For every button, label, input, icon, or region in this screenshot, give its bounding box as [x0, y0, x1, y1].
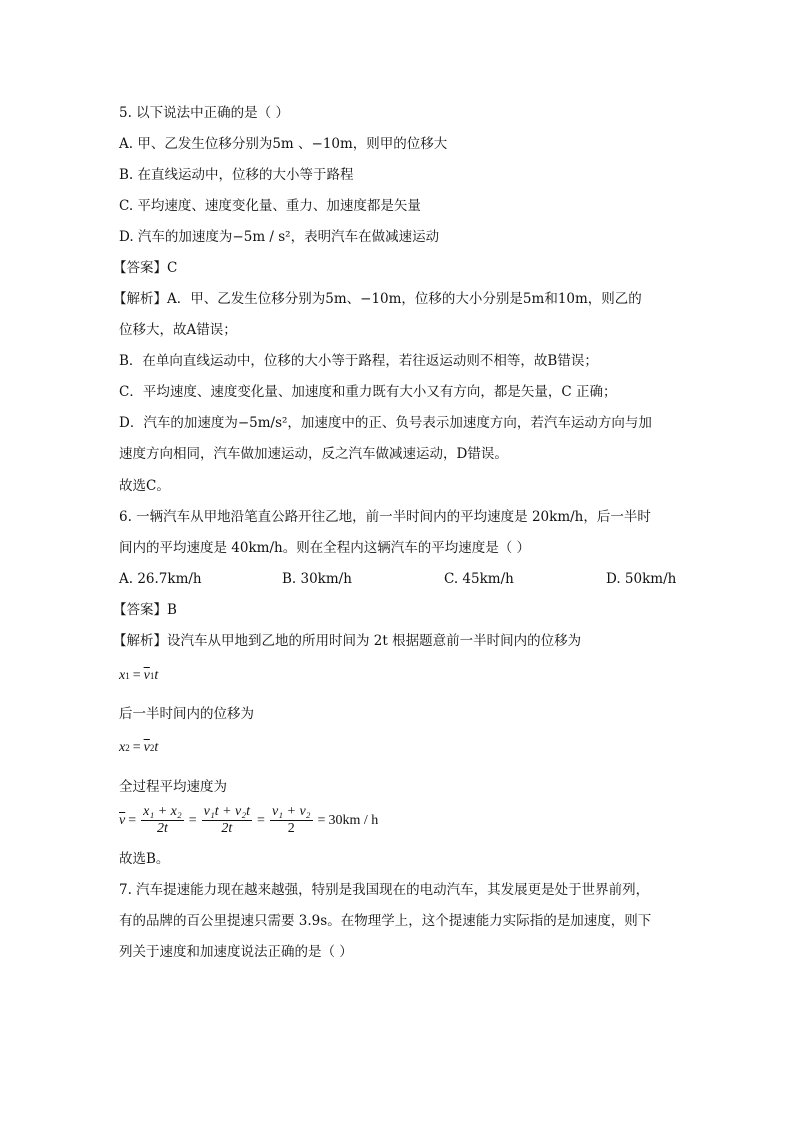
- equation-x2: x 2 = $\overline{v}$ 2 t: [119, 740, 159, 755]
- eq-var: x: [119, 740, 126, 755]
- fraction-2: [202, 804, 252, 837]
- q5-stem: 5. 以下说法中正确的是（ ）: [119, 105, 289, 121]
- equation-average-velocity: $\overline{v}$ = $\frac{\text{x₁ + x₂}}{2t}$ = $\frac{\text{v₁t + v₂t}}{2t}$ = $\frac{\text{v₁ + v₂}}{2}$ = 30km / h: [119, 804, 379, 836]
- answer-tag: 【答案】: [113, 602, 167, 618]
- q6-line-3: 全过程平均速度为: [119, 779, 227, 795]
- answer-tag: 【答案】: [113, 260, 167, 276]
- q5-option-d: D. 汽车的加速度为−5m / s²，表明汽车在做减速运动: [119, 229, 440, 245]
- q6-stem-line-2: 间内的平均速度是 40km/h。则在全程内这辆汽车的平均速度是（ ）: [119, 540, 530, 556]
- q5-analysis-line-4: C．平均速度、速度变化量、加速度和重力既有大小又有方向，都是矢量，C 正确；: [119, 384, 617, 400]
- fraction-numerator: v₁t + v₂t: [203, 804, 251, 819]
- q5-option-b: B. 在直线运动中，位移的大小等于路程: [119, 167, 354, 183]
- q7-line-1: 7. 汽车提速能力现在越来越强，特别是我国现在的电动汽车，其发展更是处于世界前列，: [119, 882, 650, 898]
- fraction-denominator: 2t: [156, 821, 168, 836]
- fraction-3: [270, 804, 313, 837]
- q5-analysis-line-6: 速度方向相同，汽车做加速运动，反之汽车做减速运动，D错误。: [119, 446, 508, 462]
- analysis-tag: 【解析】: [113, 291, 167, 307]
- eq-var: x: [119, 668, 126, 683]
- eq-var: t: [154, 740, 159, 755]
- analysis-text: 设汽车从甲地到乙地的所用时间为 2t 根据题意前一半时间内的位移为: [167, 633, 582, 649]
- eq-var-bar: $\overline{v}$: [143, 668, 150, 683]
- q7-line-2: 有的品牌的百公里提速只需要 3.9s。在物理学上，这个提速能力实际指的是加速度，则下: [119, 913, 652, 929]
- q6-option-d: D. 50km/h: [606, 571, 677, 587]
- q7-line-3: 列关于速度和加速度说法正确的是（ ）: [119, 944, 353, 960]
- analysis-tag: 【解析】: [113, 633, 167, 649]
- fraction-denominator: 2: [287, 821, 295, 836]
- q6-option-b: B. 30km/h: [282, 571, 352, 587]
- equation-x1: x 1 = $\overline{v}$ 1 t: [119, 668, 159, 683]
- q5-option-a: A. 甲、乙发生位移分别为5m 、−10m，则甲的位移大: [119, 136, 448, 152]
- q5-analysis-line-3: B．在单向直线运动中，位移的大小等于路程，若往返运动则不相等，故B错误；: [119, 353, 598, 369]
- q6-stem-line-1: 6. 一辆汽车从甲地沿笔直公路开往乙地，前一半时间内的平均速度是 20km/h，后一半时: [119, 509, 651, 525]
- q6-line-2: 后一半时间内的位移为: [119, 706, 254, 722]
- q6-option-a: A. 26.7km/h: [119, 571, 202, 587]
- q6-analysis-intro: [113, 632, 581, 650]
- eq-result: 30km / h: [328, 812, 379, 828]
- eq-sub: 2: [125, 743, 130, 753]
- q6-conclusion: 故选B。: [119, 851, 170, 867]
- eq-sub: 1: [125, 671, 130, 681]
- answer-value: C: [167, 260, 178, 276]
- q5-analysis-line-1: [113, 290, 642, 308]
- q5-conclusion: 故选C。: [119, 478, 170, 494]
- eq-sub: 1: [149, 671, 155, 681]
- analysis-text: A．甲、乙发生位移分别为5m、−10m，位移的大小分别是5m和10m，则乙的: [167, 291, 642, 307]
- q5-answer: [113, 259, 177, 277]
- q6-option-c: C. 45km/h: [444, 571, 514, 587]
- fraction-numerator: x₁ + x₂: [143, 804, 182, 819]
- q5-option-c: C. 平均速度、速度变化量、重力、加速度都是矢量: [119, 198, 421, 214]
- eq-var-bar: $\overline{v}$: [119, 812, 126, 828]
- fraction-1: [141, 804, 184, 837]
- fraction-numerator: v₁ + v₂: [271, 804, 311, 819]
- answer-value: B: [167, 602, 177, 618]
- q5-analysis-line-2: 位移大，故A错误；: [119, 322, 237, 338]
- fraction-denominator: 2t: [221, 821, 233, 836]
- eq-var: t: [154, 668, 159, 683]
- q5-analysis-line-5: D．汽车的加速度为−5m/s²，加速度中的正、负号表示加速度方向，若汽车运动方向与加: [119, 415, 652, 431]
- eq-sub: 2: [149, 743, 155, 753]
- eq-var-bar: $\overline{v}$: [143, 740, 150, 755]
- q6-answer: [113, 601, 177, 619]
